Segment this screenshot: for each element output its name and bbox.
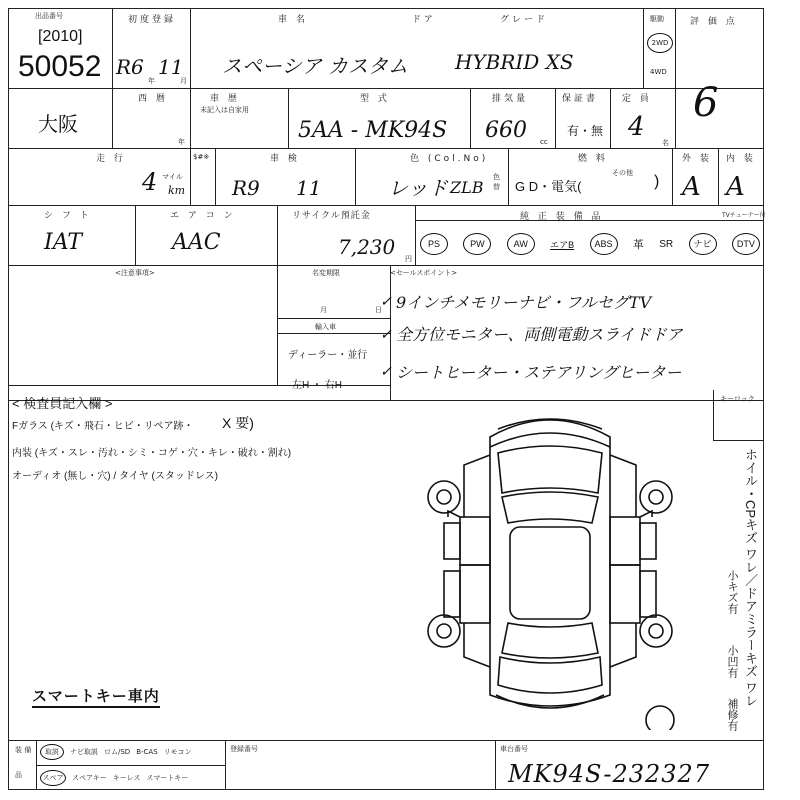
mileage-unit-label: $#※ bbox=[193, 153, 210, 161]
location: 大阪 bbox=[38, 114, 78, 136]
mileage-label: 走 行 bbox=[96, 154, 126, 164]
check-mark-1: ✓ bbox=[380, 294, 392, 310]
fuel-other: その他 bbox=[612, 169, 633, 177]
equip-aw: AW bbox=[507, 233, 535, 255]
model-code: 5AA - MK94S bbox=[298, 118, 448, 143]
side-note-small-scratch: 小キズ有 bbox=[726, 570, 738, 614]
grade: HYBRID XS bbox=[455, 50, 574, 74]
sales-point-2: 全方位モニター、両側電動スライドドア bbox=[396, 325, 683, 344]
door-label: ドア bbox=[412, 15, 436, 25]
warranty-label: 保証書 bbox=[562, 94, 599, 104]
year-unit: 年 bbox=[148, 77, 155, 85]
cc-unit: cc bbox=[540, 138, 548, 146]
mileage-mile: マイル bbox=[162, 173, 183, 181]
item-bcas: B-CAS bbox=[136, 748, 158, 756]
caution-label: <注意事項> bbox=[115, 269, 155, 277]
footer-row-1-label: 装 備 bbox=[15, 746, 32, 754]
sales-point-1: 9インチメモリーナビ・フルセグTV bbox=[396, 293, 652, 312]
item-rom-sd: ロム/SD bbox=[104, 748, 131, 756]
footer-items-row-1 bbox=[40, 744, 192, 760]
person-unit: 名 bbox=[662, 139, 669, 147]
aircon-label: エ ア コ ン bbox=[170, 211, 236, 221]
inspector-line-2: 内装 (キズ・スレ・汚れ・シミ・コゲ・穴・キレ・破れ・割れ) bbox=[12, 448, 292, 459]
inspector-line-1: Fガラス (キズ・飛石・ヒビ・リペア跡・ bbox=[12, 421, 194, 432]
car-name: スペーシア カスタム bbox=[222, 54, 408, 78]
color-label: 色 (Col.No) bbox=[410, 154, 489, 164]
interior-grade: A bbox=[726, 172, 745, 202]
vertical-damage-note: ホイル・CPキズ ワレ／ドアミラーキズ ワレ bbox=[743, 448, 758, 708]
yen-unit: 円 bbox=[405, 255, 412, 263]
displacement: 660 bbox=[485, 118, 527, 143]
drive-label: 駆動 bbox=[650, 15, 664, 23]
aircon-value: AAC bbox=[172, 230, 221, 255]
equip-airbag: エアB bbox=[550, 239, 575, 250]
key-lock-label: キーロック bbox=[720, 395, 755, 403]
first-reg-month: 11 bbox=[158, 55, 184, 79]
fuel-value: G D・電気( bbox=[515, 179, 582, 194]
first-reg-label: 初度登録 bbox=[128, 15, 177, 25]
lot-year: [2010] bbox=[38, 28, 83, 45]
equip-dtv: DTV bbox=[732, 233, 760, 255]
recycle-label: リサイクル預託金 bbox=[292, 211, 371, 221]
fuel-close: ) bbox=[654, 173, 660, 190]
smart-key-stamp: スマートキー車内 bbox=[32, 685, 160, 708]
side-note-small-dent: 小凹有 bbox=[726, 645, 738, 678]
footer-row-2-label: 品 bbox=[15, 771, 22, 779]
expiry-day: 日 bbox=[375, 306, 382, 314]
color-change: 色替 bbox=[493, 173, 500, 191]
equipment-list bbox=[420, 230, 760, 258]
car-diagram bbox=[420, 405, 680, 730]
footer-items-row-2 bbox=[40, 770, 188, 786]
chassis-label: 車台番号 bbox=[500, 745, 528, 753]
import-label: 輸入車 bbox=[315, 323, 336, 331]
equip-pw: PW bbox=[463, 233, 491, 255]
side-note-repaired: 補修有 bbox=[726, 698, 738, 731]
check-mark-2: ✓ bbox=[380, 327, 392, 343]
sales-point-3: シートヒーター・ステアリングヒーター bbox=[396, 363, 682, 382]
reg-number-label: 登録番号 bbox=[230, 745, 258, 753]
item-keyless: キーレス bbox=[112, 774, 141, 782]
capacity: 4 bbox=[628, 112, 645, 142]
fuel-label: 燃 料 bbox=[578, 154, 608, 164]
equipment-label: 純 正 装 備 品 bbox=[520, 212, 604, 222]
shift-value: IAT bbox=[44, 230, 83, 255]
inspection-month: 11 bbox=[296, 176, 322, 200]
year-unit-2: 年 bbox=[178, 138, 185, 146]
drive-4wd: 4WD bbox=[650, 68, 667, 76]
inspector-line-3: オーディオ (無し・穴) / タイヤ (スタッドレス) bbox=[12, 471, 218, 482]
equip-abs: ABS bbox=[590, 233, 618, 255]
grade-label: グレード bbox=[500, 15, 549, 25]
month-unit: 月 bbox=[180, 77, 187, 85]
title-expiry-label: 名変期限 bbox=[312, 269, 340, 277]
mileage-value: 4 bbox=[142, 168, 158, 196]
dealer-parallel: ディーラー・並行 bbox=[288, 350, 368, 361]
score-label: 評 価 点 bbox=[690, 17, 738, 27]
interior-label: 内 装 bbox=[726, 154, 756, 164]
tv-tuner-label: TVチューナー付 bbox=[722, 212, 766, 219]
exterior-label: 外 装 bbox=[682, 154, 712, 164]
equip-ps: PS bbox=[420, 233, 448, 255]
car-name-label: 車 名 bbox=[278, 15, 308, 25]
equip-navi: ナビ bbox=[689, 233, 717, 255]
lot-label: 出品番号 bbox=[35, 12, 63, 20]
inspection-era: R9 bbox=[232, 176, 260, 200]
check-mark-3: ✓ bbox=[380, 364, 392, 380]
displacement-label: 排気量 bbox=[492, 94, 529, 104]
model-label: 型 式 bbox=[360, 94, 390, 104]
lot-number: 50052 bbox=[18, 50, 102, 83]
inspection-label: 車 検 bbox=[270, 154, 300, 164]
exterior-grade: A bbox=[682, 172, 701, 202]
shift-label: シ フ ト bbox=[44, 211, 92, 221]
drive-2wd: 2WD bbox=[647, 33, 673, 53]
item-spare: スペア bbox=[40, 770, 66, 786]
history-label: 車 歴 bbox=[210, 94, 240, 104]
warranty-value: 有・無 bbox=[567, 124, 604, 138]
item-manual: 取説 bbox=[40, 744, 64, 760]
color-value: レッド bbox=[388, 176, 448, 200]
first-reg-era: R6 bbox=[116, 55, 144, 79]
mileage-km: km bbox=[168, 184, 186, 197]
capacity-label: 定 員 bbox=[622, 94, 652, 104]
handle-side: 左H ・ 右H bbox=[292, 380, 342, 391]
score: 6 bbox=[693, 80, 719, 126]
item-navi-manual: ナビ取説 bbox=[70, 748, 98, 756]
region-label: 西 暦 bbox=[138, 94, 168, 104]
history-note: 未記入は自家用 bbox=[200, 106, 249, 114]
item-smart-key: スマートキー bbox=[146, 774, 189, 782]
expiry-month: 月 bbox=[320, 306, 327, 314]
item-remote: リモコン bbox=[163, 748, 192, 756]
inspector-title: < 検査員記入欄 > bbox=[12, 396, 113, 411]
chassis-number: MK94S-232327 bbox=[508, 760, 711, 788]
equip-sunroof: SR bbox=[659, 238, 674, 250]
sales-label: <セールスポイント> bbox=[390, 269, 458, 277]
color-code: ZLB bbox=[450, 178, 484, 197]
item-spare-key: スペアキー bbox=[72, 774, 107, 782]
equip-leather: 革 bbox=[632, 239, 644, 251]
inspector-line-1-mark: X 要) bbox=[222, 415, 254, 431]
recycle-value: 7,230 bbox=[338, 235, 396, 259]
